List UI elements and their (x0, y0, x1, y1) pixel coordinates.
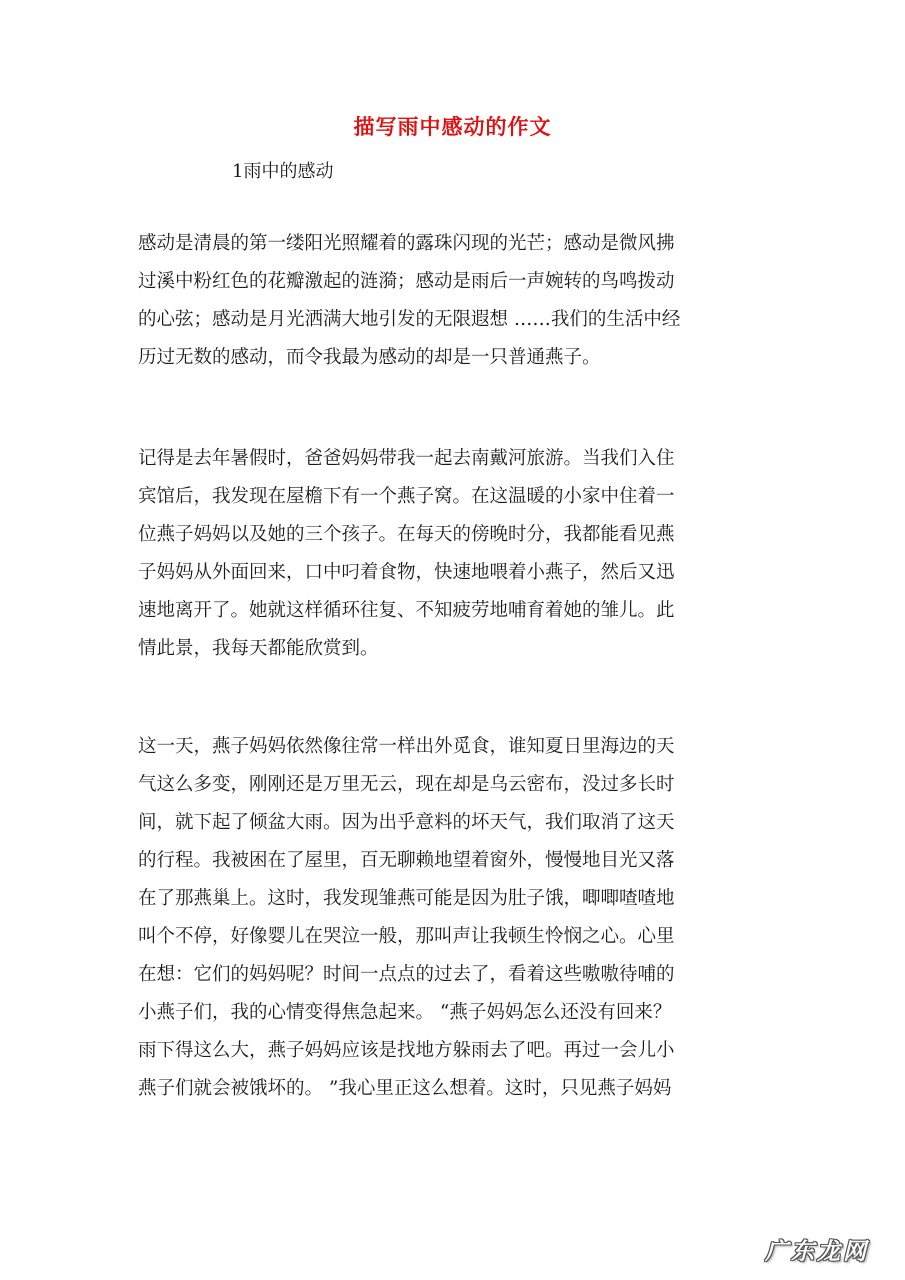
paragraph-line: 子妈妈从外面回来，口中叼着食物，快速地喂着小燕子，然后又迅 (138, 562, 675, 583)
paragraph-line: 位燕子妈妈以及她的三个孩子。在每天的傍晚时分，我都能看见燕 (138, 524, 675, 545)
section-heading: 1雨中的感动 (232, 161, 334, 182)
site-watermark: 广东龙网 (765, 1239, 869, 1265)
paragraph-line: 宾馆后，我发现在屋檐下有一个燕子窝。在这温暖的小家中住着一 (138, 486, 675, 507)
paragraph-line: 在想：它们的妈妈呢？时间一点点的过去了，看着这些嗷嗷待哺的 (138, 964, 675, 985)
paragraph-3 (138, 728, 753, 1108)
page-title: 描写雨中感动的作文 (353, 114, 552, 139)
paragraph-line: 感动是清晨的第一缕阳光照耀着的露珠闪现的光芒；感动是微风拂 (138, 233, 675, 254)
paragraph-line: 叫个不停，好像婴儿在哭泣一般，那叫声让我顿生怜悯之心。心里 (138, 926, 675, 947)
paragraph-line: 速地离开了。她就这样循环往复、不知疲劳地哺育着她的雏儿。此 (138, 600, 675, 621)
paragraph-line: 在了那燕巢上。这时，我发现雏燕可能是因为肚子饿，唧唧喳喳地 (138, 888, 675, 909)
paragraph-line: 雨下得这么大，燕子妈妈应该是找地方躲雨去了吧。再过一会儿小 (138, 1040, 675, 1061)
paragraph-line: 历过无数的感动，而令我最为感动的却是一只普通燕子。 (138, 347, 601, 368)
paragraph-line: 的行程。我被困在了屋里，百无聊赖地望着窗外，慢慢地目光又落 (138, 850, 675, 871)
paragraph-1 (138, 225, 753, 377)
paragraph-line: 气这么多变，刚刚还是万里无云，现在却是乌云密布，没过多长时 (138, 774, 675, 795)
paragraph-line: 小燕子们，我的心情变得焦急起来。 “燕子妈妈怎么还没有回来？ (138, 1002, 672, 1023)
paragraph-line: 过溪中粉红色的花瓣激起的涟漪；感动是雨后一声婉转的鸟鸣拨动 (138, 271, 675, 292)
paragraph-line: 燕子们就会被饿坏的。 ”我心里正这么想着。这时，只见燕子妈妈 (138, 1078, 672, 1099)
paragraph-line: 情此景，我每天都能欣赏到。 (138, 638, 379, 659)
paragraph-2 (138, 440, 753, 668)
paragraph-line: 间，就下起了倾盆大雨。因为出乎意料的坏天气，我们取消了这天 (138, 812, 675, 833)
paragraph-line: 记得是去年暑假时，爸爸妈妈带我一起去南戴河旅游。当我们入住 (138, 448, 675, 469)
paragraph-line: 的心弦；感动是月光洒满大地引发的无限遐想 ……我们的生活中经 (138, 309, 681, 330)
paragraph-line: 这一天，燕子妈妈依然像往常一样出外觅食，谁知夏日里海边的天 (138, 736, 675, 757)
